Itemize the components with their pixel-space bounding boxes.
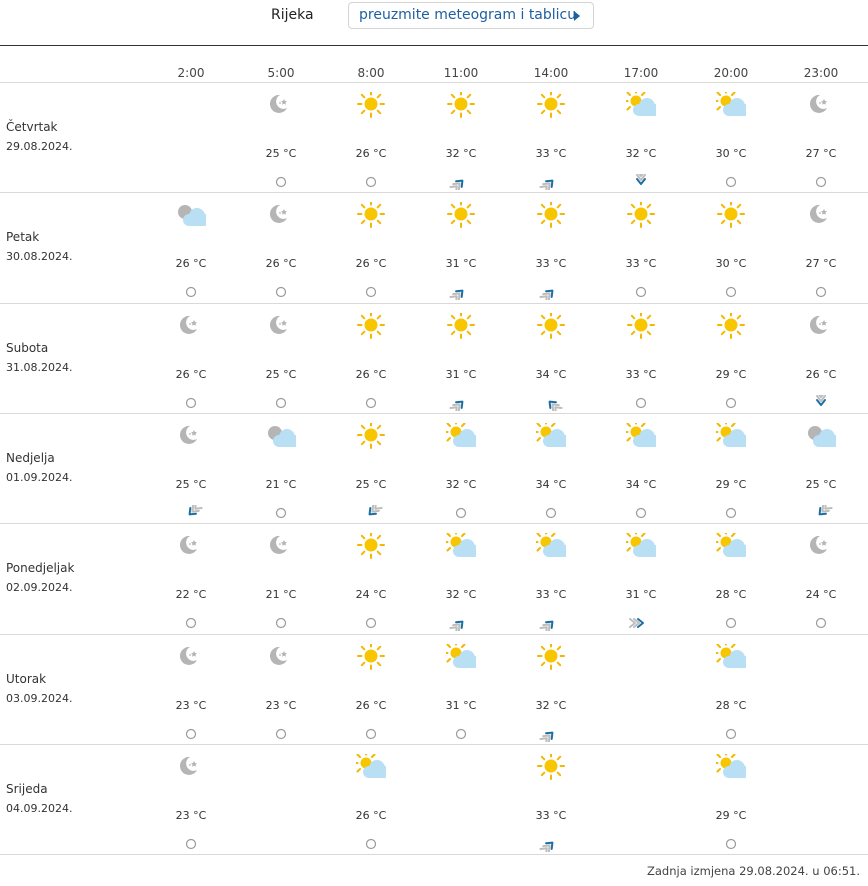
day-name: Utorak <box>6 672 47 686</box>
sun-icon <box>536 202 566 228</box>
clear-night-icon <box>176 754 206 780</box>
sun-icon <box>356 533 386 559</box>
calm-icon <box>538 505 564 521</box>
wind-s-icon <box>808 395 834 411</box>
temperature: 27 °C <box>805 147 837 160</box>
forecast-cell <box>606 92 676 192</box>
calm-icon <box>718 615 744 631</box>
wind-s-icon <box>628 174 654 190</box>
clear-night-icon <box>266 92 296 118</box>
city-name: Rijeka <box>271 7 314 23</box>
partly-cloudy-day-icon <box>716 533 746 559</box>
temperature: 32 °C <box>445 478 477 491</box>
calm-icon <box>718 505 744 521</box>
sun-icon <box>356 644 386 670</box>
clear-night-icon <box>806 92 836 118</box>
sun-icon <box>356 313 386 339</box>
forecast-cell <box>606 202 676 302</box>
hour-header: 23:00 <box>803 66 839 80</box>
temperature: 32 °C <box>445 147 477 160</box>
calm-icon <box>358 836 384 852</box>
wind-ne-icon <box>538 615 564 631</box>
calm-icon <box>808 284 834 300</box>
forecast-cell <box>246 423 316 523</box>
calm-icon <box>268 615 294 631</box>
calm-icon <box>178 726 204 742</box>
wind-ne-icon <box>538 836 564 852</box>
forecast-cell <box>336 644 406 744</box>
temperature: 31 °C <box>625 588 657 601</box>
temperature: 31 °C <box>445 257 477 270</box>
row-divider <box>0 82 868 83</box>
last-updated: Zadnja izmjena 29.08.2024. u 06:51. <box>646 864 860 878</box>
forecast-cell <box>516 92 586 192</box>
forecast-cell <box>516 644 586 744</box>
sun-icon <box>446 92 476 118</box>
temperature: 33 °C <box>535 147 567 160</box>
calm-icon <box>718 836 744 852</box>
day-name: Nedjelja <box>6 451 55 465</box>
temperature: 28 °C <box>715 588 747 601</box>
temperature: 22 °C <box>175 588 207 601</box>
partly-cloudy-day-icon <box>626 423 656 449</box>
wind-e-icon <box>628 615 654 631</box>
temperature: 26 °C <box>355 147 387 160</box>
wind-nw-icon <box>538 395 564 411</box>
forecast-cell <box>336 754 406 854</box>
day-date: 04.09.2024. <box>6 802 73 815</box>
hour-header: 5:00 <box>267 66 295 80</box>
temperature: 29 °C <box>715 478 747 491</box>
wind-ne-icon <box>538 284 564 300</box>
hour-header: 11:00 <box>443 66 479 80</box>
sun-icon <box>626 202 656 228</box>
wind-ne-icon <box>448 284 474 300</box>
wind-ne-icon <box>448 615 474 631</box>
partly-cloudy-night-icon <box>266 423 296 449</box>
temperature: 25 °C <box>175 478 207 491</box>
sun-icon <box>446 202 476 228</box>
calm-icon <box>628 505 654 521</box>
temperature: 30 °C <box>715 147 747 160</box>
clear-night-icon <box>266 202 296 228</box>
sun-icon <box>356 92 386 118</box>
temperature: 23 °C <box>175 699 207 712</box>
calm-icon <box>358 615 384 631</box>
calm-icon <box>718 726 744 742</box>
forecast-cell <box>246 313 316 413</box>
forecast-cell <box>786 423 856 523</box>
temperature: 33 °C <box>535 809 567 822</box>
forecast-cell <box>246 533 316 633</box>
temperature: 26 °C <box>355 699 387 712</box>
temperature: 24 °C <box>355 588 387 601</box>
forecast-cell <box>426 533 496 633</box>
clear-night-icon <box>806 533 836 559</box>
temperature: 21 °C <box>265 588 297 601</box>
wind-sw-icon <box>358 505 384 521</box>
forecast-cell <box>156 423 226 523</box>
clear-night-icon <box>266 313 296 339</box>
partly-cloudy-night-icon <box>806 423 836 449</box>
partly-cloudy-day-icon <box>446 423 476 449</box>
forecast-cell <box>156 313 226 413</box>
forecast-cell <box>786 533 856 633</box>
temperature: 26 °C <box>265 257 297 270</box>
sun-icon <box>716 313 746 339</box>
temperature: 28 °C <box>715 699 747 712</box>
partly-cloudy-day-icon <box>536 533 566 559</box>
calm-icon <box>718 284 744 300</box>
partly-cloudy-day-icon <box>446 644 476 670</box>
temperature: 32 °C <box>625 147 657 160</box>
day-name: Petak <box>6 230 40 244</box>
download-meteogram-label: preuzmite meteogram i tablicu <box>359 7 577 23</box>
clear-night-icon <box>176 313 206 339</box>
forecast-cell <box>426 92 496 192</box>
calm-icon <box>268 284 294 300</box>
partly-cloudy-day-icon <box>716 644 746 670</box>
day-date: 30.08.2024. <box>6 250 73 263</box>
sun-icon <box>356 202 386 228</box>
calm-icon <box>268 726 294 742</box>
sun-icon <box>356 423 386 449</box>
calm-icon <box>178 836 204 852</box>
forecast-cell <box>336 423 406 523</box>
forecast-cell <box>516 423 586 523</box>
temperature: 26 °C <box>355 257 387 270</box>
forecast-cell <box>606 533 676 633</box>
calm-icon <box>268 174 294 190</box>
calm-icon <box>628 395 654 411</box>
forecast-cell <box>336 533 406 633</box>
forecast-cell <box>696 92 766 192</box>
forecast-cell <box>606 423 676 523</box>
sun-icon <box>536 754 566 780</box>
temperature: 32 °C <box>535 699 567 712</box>
forecast-cell <box>426 423 496 523</box>
calm-icon <box>808 174 834 190</box>
forecast-cell <box>426 313 496 413</box>
temperature: 27 °C <box>805 257 837 270</box>
temperature: 31 °C <box>445 699 477 712</box>
temperature: 34 °C <box>535 478 567 491</box>
calm-icon <box>448 505 474 521</box>
clear-night-icon <box>266 644 296 670</box>
wind-ne-icon <box>448 174 474 190</box>
temperature: 33 °C <box>625 368 657 381</box>
forecast-cell <box>156 533 226 633</box>
temperature: 33 °C <box>625 257 657 270</box>
row-divider <box>0 523 868 524</box>
forecast-cell <box>786 92 856 192</box>
temperature: 26 °C <box>355 368 387 381</box>
clear-night-icon <box>176 533 206 559</box>
forecast-cell <box>426 644 496 744</box>
calm-icon <box>358 174 384 190</box>
day-date: 03.09.2024. <box>6 692 73 705</box>
row-divider <box>0 744 868 745</box>
row-divider <box>0 854 868 855</box>
calm-icon <box>358 395 384 411</box>
forecast-cell <box>696 754 766 854</box>
row-divider <box>0 413 868 414</box>
temperature: 34 °C <box>535 368 567 381</box>
temperature: 26 °C <box>175 257 207 270</box>
partly-cloudy-night-icon <box>176 202 206 228</box>
forecast-cell <box>156 754 226 854</box>
calm-icon <box>178 615 204 631</box>
forecast-cell <box>516 313 586 413</box>
forecast-cell <box>246 644 316 744</box>
forecast-cell <box>696 533 766 633</box>
wind-sw-icon <box>178 505 204 521</box>
day-date: 29.08.2024. <box>6 140 73 153</box>
calm-icon <box>178 395 204 411</box>
temperature: 30 °C <box>715 257 747 270</box>
temperature: 23 °C <box>175 809 207 822</box>
hour-header: 8:00 <box>357 66 385 80</box>
row-divider <box>0 634 868 635</box>
forecast-cell <box>246 92 316 192</box>
forecast-cell <box>336 313 406 413</box>
partly-cloudy-day-icon <box>356 754 386 780</box>
calm-icon <box>358 726 384 742</box>
sun-icon <box>536 92 566 118</box>
forecast-cell <box>336 202 406 302</box>
day-name: Ponedjeljak <box>6 561 75 575</box>
calm-icon <box>718 395 744 411</box>
wind-ne-icon <box>448 395 474 411</box>
temperature: 32 °C <box>445 588 477 601</box>
sun-icon <box>716 202 746 228</box>
forecast-cell <box>516 754 586 854</box>
forecast-cell <box>246 202 316 302</box>
clear-night-icon <box>176 423 206 449</box>
day-date: 31.08.2024. <box>6 361 73 374</box>
forecast-cell <box>696 644 766 744</box>
hour-header: 17:00 <box>623 66 659 80</box>
forecast-cell <box>336 92 406 192</box>
partly-cloudy-day-icon <box>716 92 746 118</box>
forecast-cell <box>696 202 766 302</box>
temperature: 29 °C <box>715 809 747 822</box>
clear-night-icon <box>806 313 836 339</box>
wind-ne-icon <box>538 726 564 742</box>
forecast-cell <box>426 202 496 302</box>
forecast-cell <box>516 202 586 302</box>
forecast-cell <box>696 423 766 523</box>
partly-cloudy-day-icon <box>716 423 746 449</box>
temperature: 25 °C <box>805 478 837 491</box>
calm-icon <box>268 505 294 521</box>
sun-icon <box>626 313 656 339</box>
calm-icon <box>628 284 654 300</box>
forecast-cell <box>696 313 766 413</box>
hour-header: 14:00 <box>533 66 569 80</box>
partly-cloudy-day-icon <box>536 423 566 449</box>
day-name: Srijeda <box>6 782 48 796</box>
partly-cloudy-day-icon <box>626 92 656 118</box>
forecast-cell <box>786 313 856 413</box>
row-divider <box>0 303 868 304</box>
partly-cloudy-day-icon <box>716 754 746 780</box>
temperature: 23 °C <box>265 699 297 712</box>
temperature: 26 °C <box>355 809 387 822</box>
calm-icon <box>808 615 834 631</box>
calm-icon <box>448 726 474 742</box>
wind-ne-icon <box>538 174 564 190</box>
temperature: 24 °C <box>805 588 837 601</box>
forecast-cell <box>786 202 856 302</box>
calm-icon <box>268 395 294 411</box>
temperature: 34 °C <box>625 478 657 491</box>
temperature: 31 °C <box>445 368 477 381</box>
temperature: 21 °C <box>265 478 297 491</box>
hour-header: 2:00 <box>177 66 205 80</box>
hour-header: 20:00 <box>713 66 749 80</box>
day-name: Subota <box>6 341 49 355</box>
calm-icon <box>718 174 744 190</box>
temperature: 33 °C <box>535 588 567 601</box>
temperature: 33 °C <box>535 257 567 270</box>
sun-icon <box>536 644 566 670</box>
sun-icon <box>536 313 566 339</box>
forecast-cell <box>606 313 676 413</box>
day-date: 01.09.2024. <box>6 471 73 484</box>
partly-cloudy-day-icon <box>626 533 656 559</box>
clear-night-icon <box>176 644 206 670</box>
day-date: 02.09.2024. <box>6 581 73 594</box>
day-name: Četvrtak <box>6 120 58 134</box>
temperature: 25 °C <box>265 147 297 160</box>
temperature: 26 °C <box>175 368 207 381</box>
wind-sw-icon <box>808 505 834 521</box>
clear-night-icon <box>266 533 296 559</box>
temperature: 25 °C <box>355 478 387 491</box>
temperature: 29 °C <box>715 368 747 381</box>
forecast-cell <box>156 202 226 302</box>
forecast-cell <box>516 533 586 633</box>
forecast-cell <box>156 644 226 744</box>
calm-icon <box>358 284 384 300</box>
partly-cloudy-day-icon <box>446 533 476 559</box>
calm-icon <box>178 284 204 300</box>
clear-night-icon <box>806 202 836 228</box>
temperature: 26 °C <box>805 368 837 381</box>
temperature: 25 °C <box>265 368 297 381</box>
sun-icon <box>446 313 476 339</box>
row-divider <box>0 192 868 193</box>
